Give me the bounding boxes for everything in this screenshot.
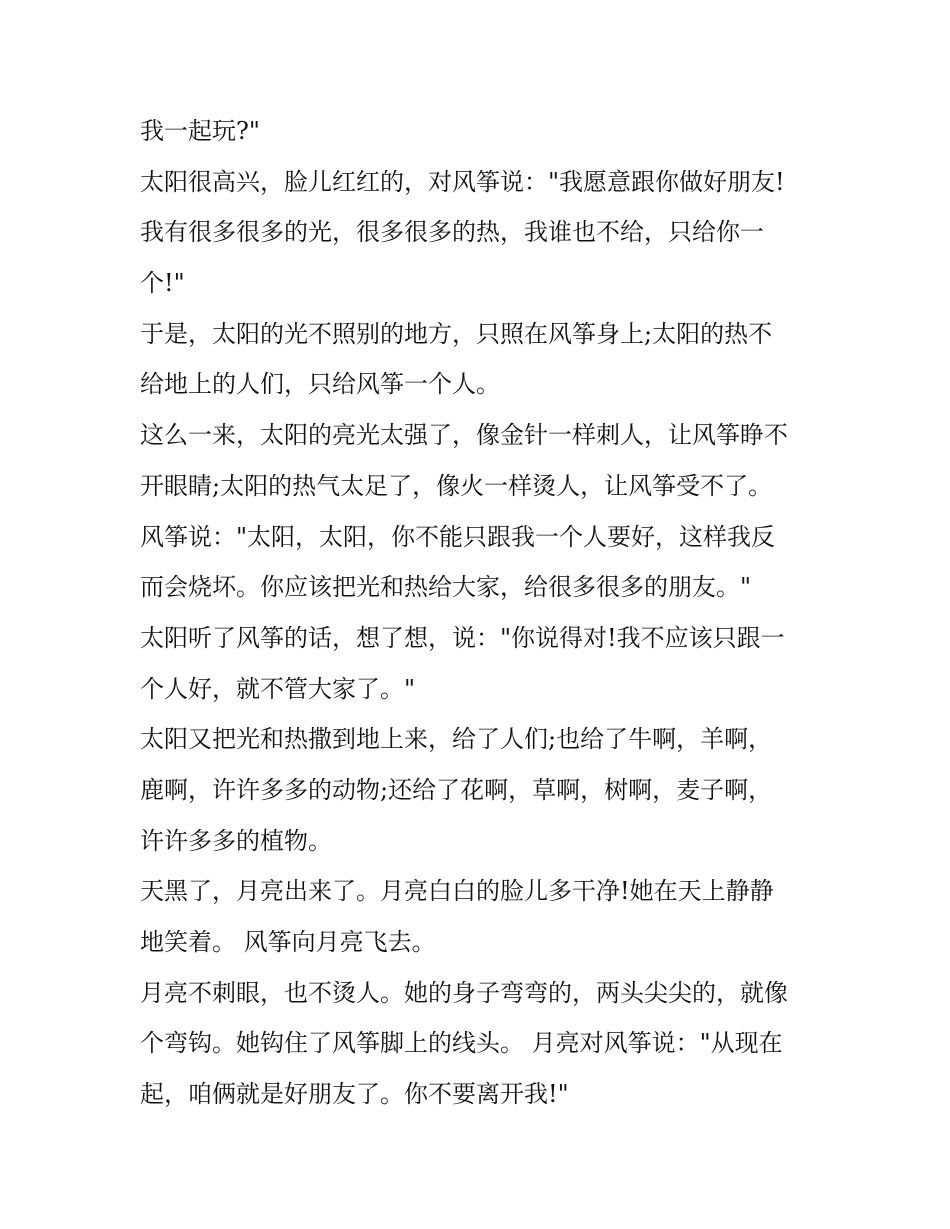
text-line: 开眼睛;太阳的热气太足了，像火一样烫人，让风筝受不了。 [140, 471, 773, 500]
text-line: 个!" [140, 269, 185, 298]
text-line: 于是，太阳的光不照别的地方，只照在风筝身上;太阳的热不 [140, 319, 773, 348]
text-line: 风筝说："太阳，太阳，你不能只跟我一个人要好，这样我反 [140, 522, 776, 551]
text-line: 个弯钩。她钩住了风筝脚上的线头。 月亮对风筝说："从现在 [140, 1029, 783, 1058]
text-line: 起，咱俩就是好朋友了。你不要离开我!" [140, 1080, 569, 1109]
text-line: 给地上的人们，只给风筝一个人。 [140, 370, 500, 399]
text-line: 这么一来，太阳的亮光太强了，像金针一样刺人，让风筝睁不 [140, 421, 788, 450]
text-line: 鹿啊，许许多多的动物;还给了花啊，草啊，树啊，麦子啊， [140, 775, 773, 804]
text-line: 许许多多的植物。 [140, 826, 332, 855]
text-line: 我有很多很多的光，很多很多的热，我谁也不给，只给你一 [140, 218, 764, 247]
text-line: 我一起玩?" [140, 117, 260, 145]
text-line: 个人好，就不管大家了。" [140, 674, 416, 703]
text-line: 太阳又把光和热撒到地上来，给了人们;也给了牛啊，羊啊， [140, 725, 773, 754]
text-line: 月亮不刺眼，也不烫人。她的身子弯弯的，两头尖尖的，就像 [140, 978, 788, 1007]
text-line: 天黑了，月亮出来了。月亮白白的脸儿多干净!她在天上静静 [140, 877, 774, 906]
story-text [140, 106, 830, 1120]
text-line: 地笑着。 风筝向月亮飞去。 [140, 928, 436, 956]
text-line: 太阳听了风筝的话，想了想，说："你说得对!我不应该只跟一 [140, 623, 785, 652]
text-line: 而会烧坏。你应该把光和热给大家，给很多很多的朋友。" [140, 573, 752, 602]
text-line: 太阳很高兴，脸儿红红的，对风筝说："我愿意跟你做好朋友! [140, 167, 785, 196]
